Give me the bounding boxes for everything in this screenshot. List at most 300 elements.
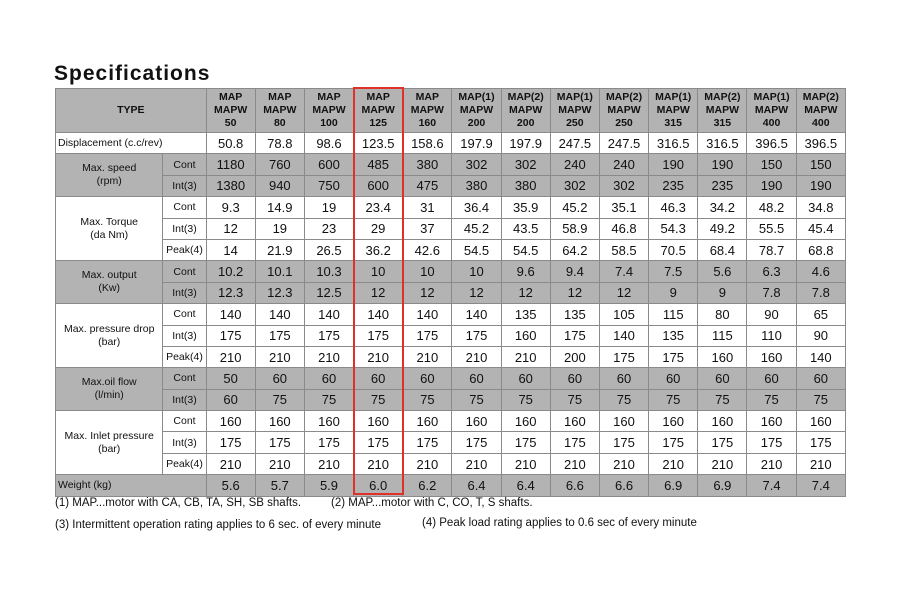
value-cell: 235 — [698, 175, 747, 196]
value-cell: 197.9 — [501, 133, 550, 154]
model-header-line: 125 — [369, 117, 387, 129]
parameter-label-line: (da Nm) — [90, 228, 129, 241]
value-cell: 210 — [747, 453, 796, 474]
table-header-row — [56, 89, 846, 133]
page-title: Specifications — [54, 62, 211, 85]
table-row — [56, 411, 846, 432]
table-row — [56, 432, 846, 453]
model-header-line: MAP(1) — [556, 91, 593, 103]
value-cell: 9.6 — [501, 261, 550, 282]
value-cell: 70.5 — [649, 239, 698, 260]
value-cell: 760 — [255, 154, 304, 175]
value-cell: 302 — [599, 175, 648, 196]
value-cell: 6.4 — [452, 475, 501, 496]
value-cell: 68.8 — [796, 239, 845, 260]
value-cell: 175 — [747, 432, 796, 453]
value-cell: 5.7 — [255, 475, 304, 496]
value-cell: 65 — [796, 304, 845, 325]
value-cell: 380 — [501, 175, 550, 196]
model-header-line: MAP — [317, 91, 341, 103]
model-header-line: 315 — [713, 117, 732, 129]
value-cell: 75 — [452, 389, 501, 410]
value-cell: 380 — [403, 154, 452, 175]
model-header-line: MAPW — [804, 104, 838, 116]
footnote-2: (2) MAP...motor with C, CO, T, S shafts. — [331, 497, 533, 509]
model-header-line: MAPW — [656, 104, 690, 116]
parameter-label-line: (bar) — [98, 335, 121, 348]
model-header — [354, 89, 403, 133]
value-cell: 175 — [304, 325, 353, 346]
value-cell: 58.5 — [599, 239, 648, 260]
model-header-line: MAPW — [558, 104, 592, 116]
value-cell: 160 — [747, 346, 796, 367]
model-header-line: MAPW — [312, 104, 346, 116]
parameter-label — [56, 197, 163, 261]
value-cell: 75 — [403, 389, 452, 410]
value-cell: 12 — [452, 282, 501, 303]
value-cell: 49.2 — [698, 218, 747, 239]
value-cell: 210 — [698, 453, 747, 474]
value-cell: 55.5 — [747, 218, 796, 239]
value-cell: 31 — [403, 197, 452, 218]
value-cell: 42.6 — [403, 239, 452, 260]
value-cell: 23 — [304, 218, 353, 239]
value-cell: 98.6 — [304, 133, 353, 154]
parameter-label: Weight (kg) — [56, 475, 207, 496]
value-cell: 12 — [206, 218, 255, 239]
parameter-label-line: Max.oil flow — [81, 376, 137, 389]
table-row — [56, 197, 846, 218]
value-cell: 6.6 — [550, 475, 599, 496]
value-cell: 240 — [550, 154, 599, 175]
model-header-line: MAPW — [361, 104, 395, 116]
value-cell: 175 — [649, 346, 698, 367]
model-header-line: 160 — [418, 117, 437, 129]
value-cell: 60 — [403, 368, 452, 389]
value-cell: 45.4 — [796, 218, 845, 239]
condition-label: Int(3) — [163, 389, 206, 410]
value-cell: 12.3 — [206, 282, 255, 303]
value-cell: 135 — [550, 304, 599, 325]
value-cell: 6.9 — [698, 475, 747, 496]
condition-label: Peak(4) — [163, 239, 206, 260]
value-cell: 210 — [501, 346, 550, 367]
parameter-label-line: (Kw) — [98, 282, 120, 295]
value-cell: 140 — [354, 304, 403, 325]
value-cell: 45.2 — [452, 218, 501, 239]
value-cell: 175 — [796, 432, 845, 453]
value-cell: 60 — [796, 368, 845, 389]
value-cell: 6.2 — [403, 475, 452, 496]
value-cell: 160 — [649, 411, 698, 432]
value-cell: 10 — [403, 261, 452, 282]
model-header-line: MAPW — [459, 104, 494, 116]
value-cell: 316.5 — [649, 133, 698, 154]
value-cell: 190 — [698, 154, 747, 175]
model-header-line: 50 — [224, 117, 237, 129]
table-row — [56, 304, 846, 325]
parameter-label-line: Max. output — [81, 269, 137, 282]
table-row — [56, 133, 846, 154]
value-cell: 37 — [403, 218, 452, 239]
model-header-line: 80 — [273, 117, 286, 129]
value-cell: 12 — [599, 282, 648, 303]
value-cell: 48.2 — [747, 197, 796, 218]
parameter-label — [56, 368, 163, 411]
parameter-label-line: Max. Inlet pressure — [64, 429, 154, 442]
value-cell: 5.6 — [698, 261, 747, 282]
value-cell: 160 — [255, 411, 304, 432]
value-cell: 60 — [550, 368, 599, 389]
model-header — [206, 89, 255, 133]
value-cell: 7.8 — [796, 282, 845, 303]
value-cell: 160 — [452, 411, 501, 432]
value-cell: 46.3 — [649, 197, 698, 218]
value-cell: 175 — [452, 325, 501, 346]
value-cell: 60 — [206, 389, 255, 410]
value-cell: 140 — [403, 304, 452, 325]
value-cell: 160 — [698, 411, 747, 432]
model-header-line: MAPW — [263, 104, 297, 116]
model-header-line: MAPW — [410, 104, 444, 116]
model-header-line: MAP(1) — [458, 91, 495, 103]
value-cell: 190 — [796, 175, 845, 196]
value-cell: 7.4 — [796, 475, 845, 496]
model-header-line: 400 — [762, 117, 781, 129]
value-cell: 10 — [354, 261, 403, 282]
value-cell: 160 — [796, 411, 845, 432]
value-cell: 210 — [206, 346, 255, 367]
value-cell: 160 — [206, 411, 255, 432]
value-cell: 190 — [747, 175, 796, 196]
value-cell: 140 — [206, 304, 255, 325]
value-cell: 210 — [403, 453, 452, 474]
value-cell: 158.6 — [403, 133, 452, 154]
value-cell: 235 — [649, 175, 698, 196]
value-cell: 175 — [354, 432, 403, 453]
value-cell: 6.9 — [649, 475, 698, 496]
value-cell: 175 — [649, 432, 698, 453]
value-cell: 160 — [403, 411, 452, 432]
value-cell: 175 — [599, 432, 648, 453]
value-cell: 197.9 — [452, 133, 501, 154]
value-cell: 175 — [304, 432, 353, 453]
value-cell: 4.6 — [796, 261, 845, 282]
value-cell: 9.4 — [550, 261, 599, 282]
value-cell: 7.8 — [747, 282, 796, 303]
value-cell: 1180 — [206, 154, 255, 175]
model-header-line: MAPW — [754, 104, 789, 116]
parameter-label — [56, 154, 163, 197]
value-cell: 50 — [206, 368, 255, 389]
value-cell: 175 — [698, 432, 747, 453]
model-header-line: MAP — [366, 91, 390, 103]
value-cell: 175 — [403, 325, 452, 346]
value-cell: 160 — [354, 411, 403, 432]
model-header-line: MAPW — [607, 104, 641, 116]
value-cell: 5.9 — [304, 475, 353, 496]
value-cell: 210 — [255, 346, 304, 367]
model-header-line: 200 — [516, 117, 535, 129]
value-cell: 175 — [550, 325, 599, 346]
condition-label: Peak(4) — [163, 453, 206, 474]
value-cell: 6.3 — [747, 261, 796, 282]
value-cell: 12 — [501, 282, 550, 303]
table-row — [56, 346, 846, 367]
value-cell: 60 — [698, 368, 747, 389]
value-cell: 210 — [255, 453, 304, 474]
parameter-label-line: (l/min) — [94, 389, 124, 402]
value-cell: 58.9 — [550, 218, 599, 239]
model-header-line: MAPW — [705, 104, 739, 116]
value-cell: 75 — [698, 389, 747, 410]
value-cell: 35.9 — [501, 197, 550, 218]
condition-label: Cont — [163, 197, 206, 218]
value-cell: 175 — [403, 432, 452, 453]
value-cell: 10.3 — [304, 261, 353, 282]
value-cell: 7.4 — [599, 261, 648, 282]
value-cell: 90 — [747, 304, 796, 325]
value-cell: 140 — [796, 346, 845, 367]
value-cell: 50.8 — [206, 133, 255, 154]
value-cell: 210 — [403, 346, 452, 367]
model-header-line: MAP(2) — [507, 91, 544, 103]
condition-label: Cont — [163, 154, 206, 175]
model-header-line: 100 — [320, 117, 338, 129]
value-cell: 940 — [255, 175, 304, 196]
value-cell: 316.5 — [698, 133, 747, 154]
value-cell: 6.4 — [501, 475, 550, 496]
condition-label: Int(3) — [163, 218, 206, 239]
value-cell: 7.4 — [747, 475, 796, 496]
parameter-label — [56, 304, 163, 368]
parameter-label: Displacement (c.c/rev) — [56, 133, 207, 154]
value-cell: 90 — [796, 325, 845, 346]
model-header — [747, 89, 796, 133]
table-row — [56, 175, 846, 196]
value-cell: 302 — [501, 154, 550, 175]
value-cell: 75 — [501, 389, 550, 410]
value-cell: 14.9 — [255, 197, 304, 218]
specifications-table — [55, 88, 846, 497]
model-header-line: MAP(2) — [704, 91, 741, 103]
value-cell: 23.4 — [354, 197, 403, 218]
value-cell: 75 — [747, 389, 796, 410]
value-cell: 1380 — [206, 175, 255, 196]
value-cell: 7.5 — [649, 261, 698, 282]
value-cell: 160 — [599, 411, 648, 432]
value-cell: 115 — [698, 325, 747, 346]
value-cell: 175 — [452, 432, 501, 453]
value-cell: 210 — [550, 453, 599, 474]
value-cell: 75 — [255, 389, 304, 410]
model-header — [304, 89, 353, 133]
parameter-label-line: Max. speed — [82, 162, 137, 175]
parameter-label-line: Max. Torque — [80, 215, 138, 228]
model-header-line: 250 — [566, 117, 584, 129]
value-cell: 12 — [403, 282, 452, 303]
value-cell: 19 — [304, 197, 353, 218]
value-cell: 140 — [452, 304, 501, 325]
value-cell: 60 — [649, 368, 698, 389]
value-cell: 175 — [255, 325, 304, 346]
model-header — [501, 89, 550, 133]
value-cell: 12 — [550, 282, 599, 303]
value-cell: 140 — [255, 304, 304, 325]
value-cell: 175 — [206, 325, 255, 346]
condition-label: Cont — [163, 304, 206, 325]
value-cell: 150 — [796, 154, 845, 175]
value-cell: 19 — [255, 218, 304, 239]
value-cell: 36.4 — [452, 197, 501, 218]
model-header-line: MAPW — [214, 104, 248, 116]
value-cell: 240 — [599, 154, 648, 175]
value-cell: 175 — [550, 432, 599, 453]
value-cell: 600 — [304, 154, 353, 175]
footnote-4: (4) Peak load rating applies to 0.6 sec of every minute — [422, 517, 697, 529]
footnote-1: (1) MAP...motor with CA, CB, TA, SH, SB shafts. — [55, 497, 302, 509]
value-cell: 485 — [354, 154, 403, 175]
table-row — [56, 239, 846, 260]
value-cell: 150 — [747, 154, 796, 175]
value-cell: 247.5 — [550, 133, 599, 154]
value-cell: 34.2 — [698, 197, 747, 218]
value-cell: 175 — [501, 432, 550, 453]
value-cell: 60 — [747, 368, 796, 389]
value-cell: 60 — [501, 368, 550, 389]
value-cell: 36.2 — [354, 239, 403, 260]
table-row — [56, 475, 846, 496]
value-cell: 9 — [698, 282, 747, 303]
value-cell: 75 — [304, 389, 353, 410]
value-cell: 9.3 — [206, 197, 255, 218]
model-header-line: MAP(1) — [753, 91, 790, 103]
table-row — [56, 261, 846, 282]
value-cell: 12.3 — [255, 282, 304, 303]
value-cell: 302 — [550, 175, 599, 196]
value-cell: 75 — [796, 389, 845, 410]
value-cell: 247.5 — [599, 133, 648, 154]
value-cell: 10.1 — [255, 261, 304, 282]
value-cell: 475 — [403, 175, 452, 196]
value-cell: 75 — [599, 389, 648, 410]
type-header: TYPE — [56, 89, 207, 133]
value-cell: 26.5 — [304, 239, 353, 260]
model-header-line: MAP(2) — [605, 91, 643, 103]
value-cell: 135 — [649, 325, 698, 346]
model-header — [599, 89, 648, 133]
value-cell: 210 — [501, 453, 550, 474]
value-cell: 10 — [452, 261, 501, 282]
value-cell: 175 — [206, 432, 255, 453]
value-cell: 160 — [550, 411, 599, 432]
value-cell: 396.5 — [796, 133, 845, 154]
value-cell: 54.5 — [501, 239, 550, 260]
model-header-line: MAP — [268, 91, 292, 103]
parameter-label-line: (bar) — [98, 442, 121, 455]
value-cell: 210 — [599, 453, 648, 474]
model-header — [452, 89, 501, 133]
value-cell: 29 — [354, 218, 403, 239]
value-cell: 43.5 — [501, 218, 550, 239]
value-cell: 302 — [452, 154, 501, 175]
value-cell: 210 — [354, 453, 403, 474]
value-cell: 54.3 — [649, 218, 698, 239]
model-header-line: 200 — [467, 117, 486, 129]
value-cell: 210 — [796, 453, 845, 474]
model-header — [255, 89, 304, 133]
model-header-line: 315 — [664, 117, 682, 129]
value-cell: 210 — [452, 453, 501, 474]
table-row — [56, 218, 846, 239]
value-cell: 160 — [304, 411, 353, 432]
value-cell: 140 — [304, 304, 353, 325]
value-cell: 200 — [550, 346, 599, 367]
parameter-label-line: Max. pressure drop — [63, 322, 155, 335]
value-cell: 210 — [452, 346, 501, 367]
value-cell: 210 — [304, 346, 353, 367]
condition-label: Int(3) — [163, 282, 206, 303]
model-header-line: 400 — [812, 117, 830, 129]
value-cell: 46.8 — [599, 218, 648, 239]
value-cell: 34.8 — [796, 197, 845, 218]
model-header — [550, 89, 599, 133]
condition-label: Int(3) — [163, 432, 206, 453]
table-row — [56, 282, 846, 303]
table-row — [56, 325, 846, 346]
value-cell: 60 — [255, 368, 304, 389]
value-cell: 60 — [304, 368, 353, 389]
value-cell: 75 — [550, 389, 599, 410]
model-header — [796, 89, 845, 133]
value-cell: 60 — [354, 368, 403, 389]
value-cell: 396.5 — [747, 133, 796, 154]
value-cell: 600 — [354, 175, 403, 196]
model-header — [698, 89, 747, 133]
value-cell: 35.1 — [599, 197, 648, 218]
value-cell: 12 — [354, 282, 403, 303]
parameter-label — [56, 411, 163, 475]
table-row — [56, 389, 846, 410]
value-cell: 175 — [599, 346, 648, 367]
value-cell: 190 — [649, 154, 698, 175]
model-header — [403, 89, 452, 133]
value-cell: 175 — [354, 325, 403, 346]
condition-label: Cont — [163, 261, 206, 282]
value-cell: 380 — [452, 175, 501, 196]
parameter-label-line: (rpm) — [96, 175, 122, 188]
value-cell: 6.0 — [354, 475, 403, 496]
model-header-line: MAP — [218, 91, 243, 103]
parameter-label — [56, 261, 163, 304]
value-cell: 123.5 — [354, 133, 403, 154]
condition-label: Cont — [163, 411, 206, 432]
table-row — [56, 453, 846, 474]
value-cell: 135 — [501, 304, 550, 325]
value-cell: 80 — [698, 304, 747, 325]
footnote-3: (3) Intermittent operation rating applies to 6 sec. of every minute — [55, 519, 381, 531]
value-cell: 75 — [649, 389, 698, 410]
value-cell: 12.5 — [304, 282, 353, 303]
value-cell: 9 — [649, 282, 698, 303]
value-cell: 14 — [206, 239, 255, 260]
value-cell: 210 — [206, 453, 255, 474]
value-cell: 68.4 — [698, 239, 747, 260]
model-header-line: MAP(1) — [655, 91, 692, 103]
value-cell: 78.8 — [255, 133, 304, 154]
value-cell: 750 — [304, 175, 353, 196]
value-cell: 105 — [599, 304, 648, 325]
